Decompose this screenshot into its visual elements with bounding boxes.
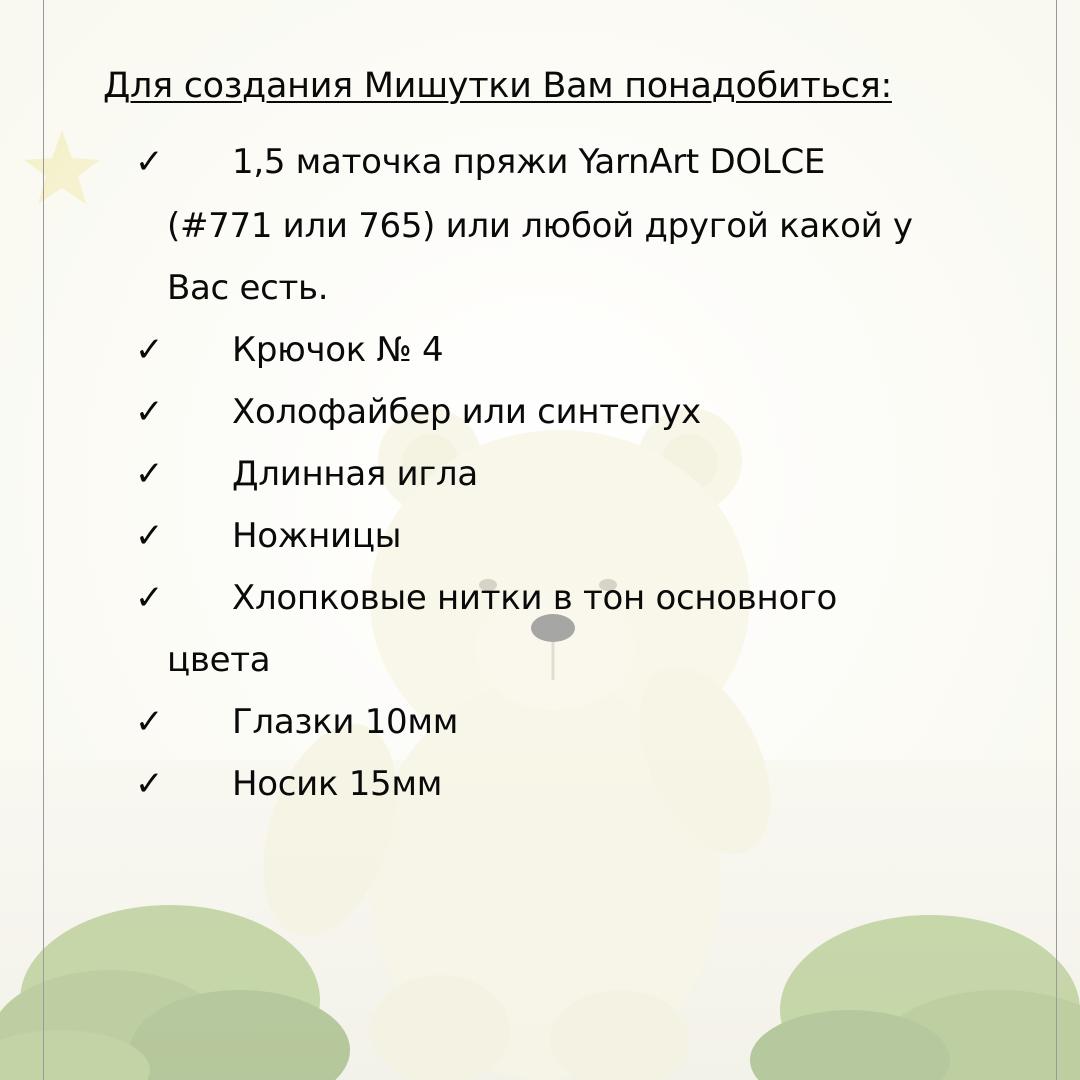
check-icon: ✓ <box>135 702 164 742</box>
list-item-continuation: Вас есть. <box>167 268 329 308</box>
list-item: Крючок № 4 <box>232 330 444 370</box>
list-item: Ножницы <box>232 516 402 556</box>
check-icon: ✓ <box>135 516 164 556</box>
list-item: Носик 15мм <box>232 764 443 804</box>
page-title: Для создания Мишутки Вам понадобиться: <box>103 66 892 106</box>
list-item: 1,5 маточка пряжи YarnArt DOLCE <box>232 142 826 182</box>
check-icon: ✓ <box>135 142 164 182</box>
check-icon: ✓ <box>135 578 164 618</box>
list-item: Длинная игла <box>232 454 478 494</box>
list-item: Хлопковые нитки в тон основного <box>232 578 838 618</box>
list-item: Глазки 10мм <box>232 702 459 742</box>
list-item: Холофайбер или синтепух <box>232 392 701 432</box>
check-icon: ✓ <box>135 764 164 804</box>
list-item-continuation: (#771 или 765) или любой другой какой у <box>167 206 913 246</box>
check-icon: ✓ <box>135 392 164 432</box>
list-item-continuation: цвета <box>167 640 271 680</box>
check-icon: ✓ <box>135 330 164 370</box>
check-icon: ✓ <box>135 454 164 494</box>
